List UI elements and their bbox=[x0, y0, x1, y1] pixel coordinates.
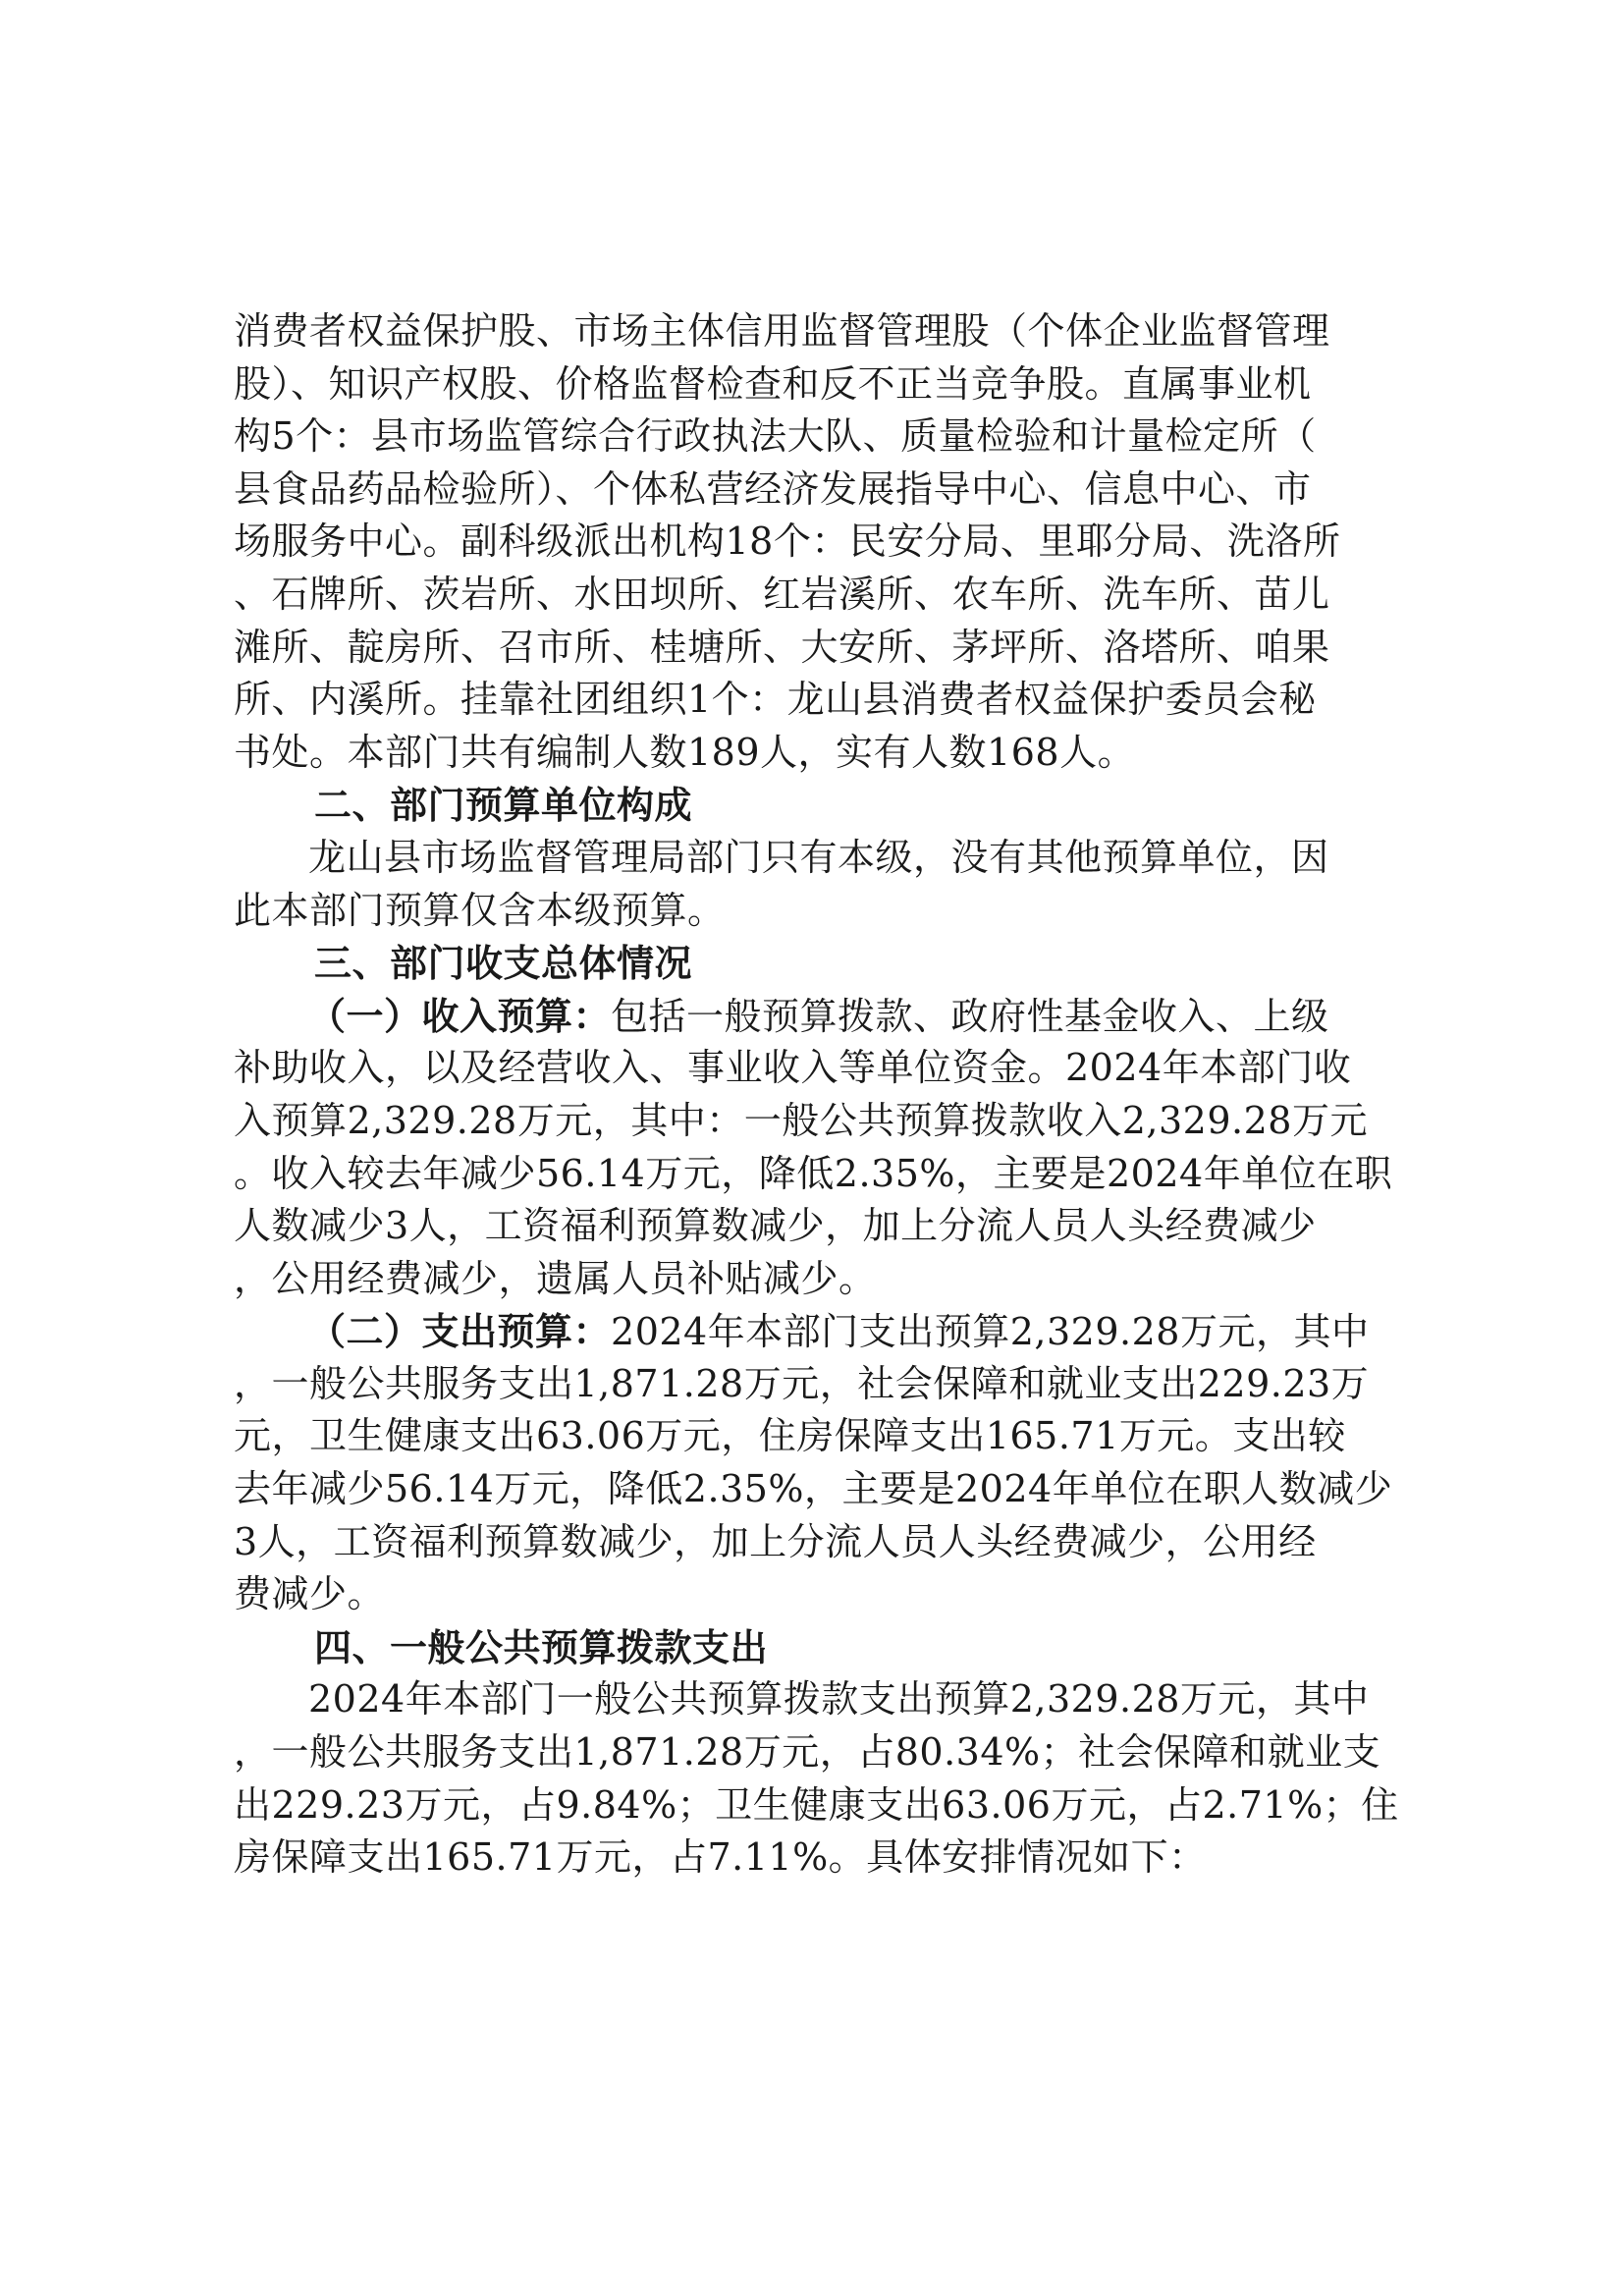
text-line: 人数减少3人，工资福利预算数减少，加上分流人员人头经费减少 bbox=[234, 1204, 1317, 1248]
text-line: ，公用经费减少，遗属人员补贴减少。 bbox=[234, 1256, 877, 1300]
text-line: 房保障支出165.71万元，占7.11%。具体安排情况如下： bbox=[234, 1835, 1207, 1880]
section-heading: 三、部门收支总体情况 bbox=[314, 941, 693, 986]
expense-label: （二）支出预算： bbox=[308, 1309, 612, 1354]
text-line: 、石牌所、茨岩所、水田坝所、红岩溪所、农车所、洗车所、苗儿 bbox=[234, 572, 1330, 616]
text-line: 龙山县市场监督管理局部门只有本级，没有其他预算单位，因 bbox=[308, 835, 1329, 879]
text-line: 书处。本部门共有编制人数189人，实有人数168人。 bbox=[234, 730, 1136, 774]
text-line: 2024年本部门一般公共预算拨款支出预算2,329.28万元，其中 bbox=[308, 1677, 1370, 1722]
text-line: 入预算2,329.28万元，其中：一般公共预算拨款收入2,329.28万元 bbox=[234, 1098, 1368, 1142]
income-first-text: 包括一般预算拨款、政府性基金收入、上级 bbox=[611, 994, 1329, 1038]
text-line: 所、内溪所。挂靠社团组织1个：龙山县消费者权益保护委员会秘 bbox=[234, 678, 1317, 722]
section-heading: 二、部门预算单位构成 bbox=[314, 783, 693, 828]
document-body bbox=[234, 305, 1402, 1885]
expense-first-text: 2024年本部门支出预算2,329.28万元，其中 bbox=[611, 1310, 1370, 1354]
text-line: 3人，工资福利预算数减少，加上分流人员人头经费减少，公用经 bbox=[234, 1519, 1317, 1563]
expense-first-line bbox=[234, 1305, 1402, 1358]
text-line: 股）、知识产权股、价格监督检查和反不正当竞争股。直属事业机 bbox=[234, 361, 1312, 406]
text-line: 。收入较去年减少56.14万元，降低2.35%，主要是2024年单位在职 bbox=[234, 1151, 1393, 1195]
text-line: 此本部门预算仅含本级预算。 bbox=[234, 888, 726, 932]
text-line: 构5个：县市场监管综合行政执法大队、质量检验和计量检定所（ bbox=[234, 414, 1317, 459]
text-line: 场服务中心。副科级派出机构18个：民安分局、里耶分局、洗洛所 bbox=[234, 519, 1341, 564]
income-label: （一）收入预算： bbox=[308, 993, 612, 1038]
text-line: ，一般公共服务支出1,871.28万元，社会保障和就业支出229.23万 bbox=[234, 1361, 1370, 1405]
section-heading: 四、一般公共预算拨款支出 bbox=[314, 1624, 769, 1669]
text-line: 消费者权益保护股、市场主体信用监督管理股（个体企业监督管理 bbox=[234, 309, 1330, 353]
text-line: 元，卫生健康支出63.06万元，住房保障支出165.71万元。支出较 bbox=[234, 1414, 1346, 1458]
text-line: 县食品药品检验所）、个体私营经济发展指导中心、信息中心、市 bbox=[234, 466, 1312, 511]
text-line: 费减少。 bbox=[234, 1572, 386, 1616]
text-line: 补助收入，以及经营收入、事业收入等单位资金。2024年本部门收 bbox=[234, 1046, 1352, 1090]
income-first-line bbox=[234, 990, 1402, 1043]
text-line: 出229.23万元，占9.84%；卫生健康支出63.06万元，占2.71%；住 bbox=[234, 1782, 1399, 1827]
text-line: 滩所、靛房所、召市所、桂塘所、大安所、茅坪所、洛塔所、咱果 bbox=[234, 625, 1330, 669]
text-line: ，一般公共服务支出1,871.28万元，占80.34%；社会保障和就业支 bbox=[234, 1730, 1381, 1775]
text-line: 去年减少56.14万元，降低2.35%，主要是2024年单位在职人数减少 bbox=[234, 1467, 1393, 1511]
